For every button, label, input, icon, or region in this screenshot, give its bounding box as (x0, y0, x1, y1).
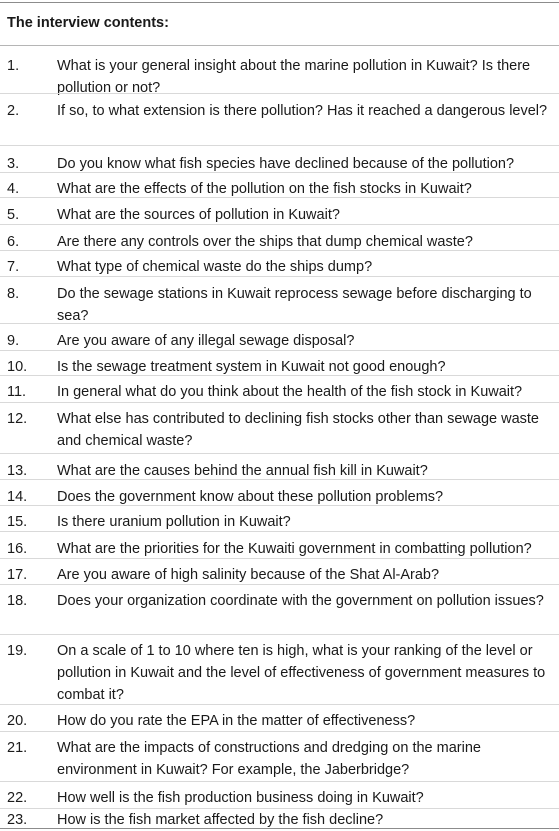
table-top-rule (0, 2, 559, 3)
question-text: Are you aware of any illegal sewage disposal? (57, 333, 355, 349)
row-separator (0, 197, 559, 198)
row-separator (0, 704, 559, 705)
question-number: 20. (7, 713, 28, 729)
question-number: 22. (7, 790, 28, 806)
question-number: 16. (7, 541, 28, 557)
row-separator (0, 323, 559, 324)
question-text: What is your general insight about the marine pollution in Kuwait? Is there pollution or not? (57, 58, 531, 96)
question-number: 8. (7, 286, 20, 302)
table-header: The interview contents: (7, 15, 169, 31)
question-text: Is the sewage treatment system in Kuwait not good enough? (57, 359, 446, 375)
row-separator (0, 505, 559, 506)
question-number: 6. (7, 234, 20, 250)
row-separator (0, 558, 559, 559)
row-separator (0, 93, 559, 94)
question-text: If so, to what extension is there pollution? Has it reached a dangerous level? (57, 103, 548, 119)
question-number: 23. (7, 812, 28, 828)
row-separator (0, 224, 559, 225)
row-separator (0, 731, 559, 732)
question-text: Is there uranium pollution in Kuwait? (57, 514, 291, 530)
question-number: 5. (7, 207, 20, 223)
question-text: What are the causes behind the annual fish kill in Kuwait? (57, 463, 428, 479)
question-text: Does the government know about these pollution problems? (57, 489, 444, 505)
row-separator (0, 808, 559, 809)
question-number: 11. (7, 384, 27, 400)
row-separator (0, 350, 559, 351)
table-bottom-rule (0, 828, 559, 829)
row-separator (0, 375, 559, 376)
question-text: What are the priorities for the Kuwaiti government in combatting pollution? (57, 541, 532, 557)
question-number: 3. (7, 156, 20, 172)
question-number: 15. (7, 514, 28, 530)
question-text: Does your organization coordinate with the government on pollution issues? (57, 593, 544, 609)
question-number: 10. (7, 359, 28, 375)
question-text: Are you aware of high salinity because of the Shat Al-Arab? (57, 567, 440, 583)
question-text: How do you rate the EPA in the matter of effectiveness? (57, 713, 416, 729)
row-separator (0, 276, 559, 277)
row-separator (0, 250, 559, 251)
question-text: How well is the fish production business doing in Kuwait? (57, 790, 424, 806)
row-separator (0, 634, 559, 635)
row-separator (0, 781, 559, 782)
question-number: 21. (7, 740, 28, 756)
row-separator (0, 453, 559, 454)
question-text: Do the sewage stations in Kuwait reprocess sewage before discharging to sea? (57, 286, 532, 324)
question-number: 2. (7, 103, 20, 119)
question-text: What type of chemical waste do the ships dump? (57, 259, 373, 275)
row-separator (0, 402, 559, 403)
header-rule (0, 45, 559, 46)
row-separator (0, 172, 559, 173)
question-number: 4. (7, 181, 20, 197)
row-separator (0, 479, 559, 480)
question-text: What are the sources of pollution in Kuwait? (57, 207, 340, 223)
question-number: 13. (7, 463, 28, 479)
question-text: What else has contributed to declining fish stocks other than sewage waste and chemical waste? (57, 411, 539, 449)
question-number: 18. (7, 593, 28, 609)
question-text: Do you know what fish species have declined because of the pollution? (57, 156, 515, 172)
question-number: 14. (7, 489, 28, 505)
question-number: 9. (7, 333, 20, 349)
question-text: What are the impacts of constructions and dredging on the marine environment in Kuwait? For example, the Jaberbridge? (57, 740, 481, 778)
row-separator (0, 531, 559, 532)
question-text: Are there any controls over the ships that dump chemical waste? (57, 234, 473, 250)
question-text: What are the effects of the pollution on the fish stocks in Kuwait? (57, 181, 472, 197)
row-separator (0, 584, 559, 585)
question-text: In general what do you think about the health of the fish stock in Kuwait? (57, 384, 523, 400)
row-separator (0, 145, 559, 146)
question-number: 1. (7, 58, 20, 74)
question-number: 19. (7, 643, 28, 659)
question-number: 17. (7, 567, 28, 583)
question-number: 12. (7, 411, 28, 427)
question-text: On a scale of 1 to 10 where ten is high, what is your ranking of the level or pollution in Kuwait and the level of effectiveness of government measures to combat it? (57, 643, 546, 703)
question-text: How is the fish market affected by the fish decline? (57, 812, 384, 828)
question-number: 7. (7, 259, 20, 275)
